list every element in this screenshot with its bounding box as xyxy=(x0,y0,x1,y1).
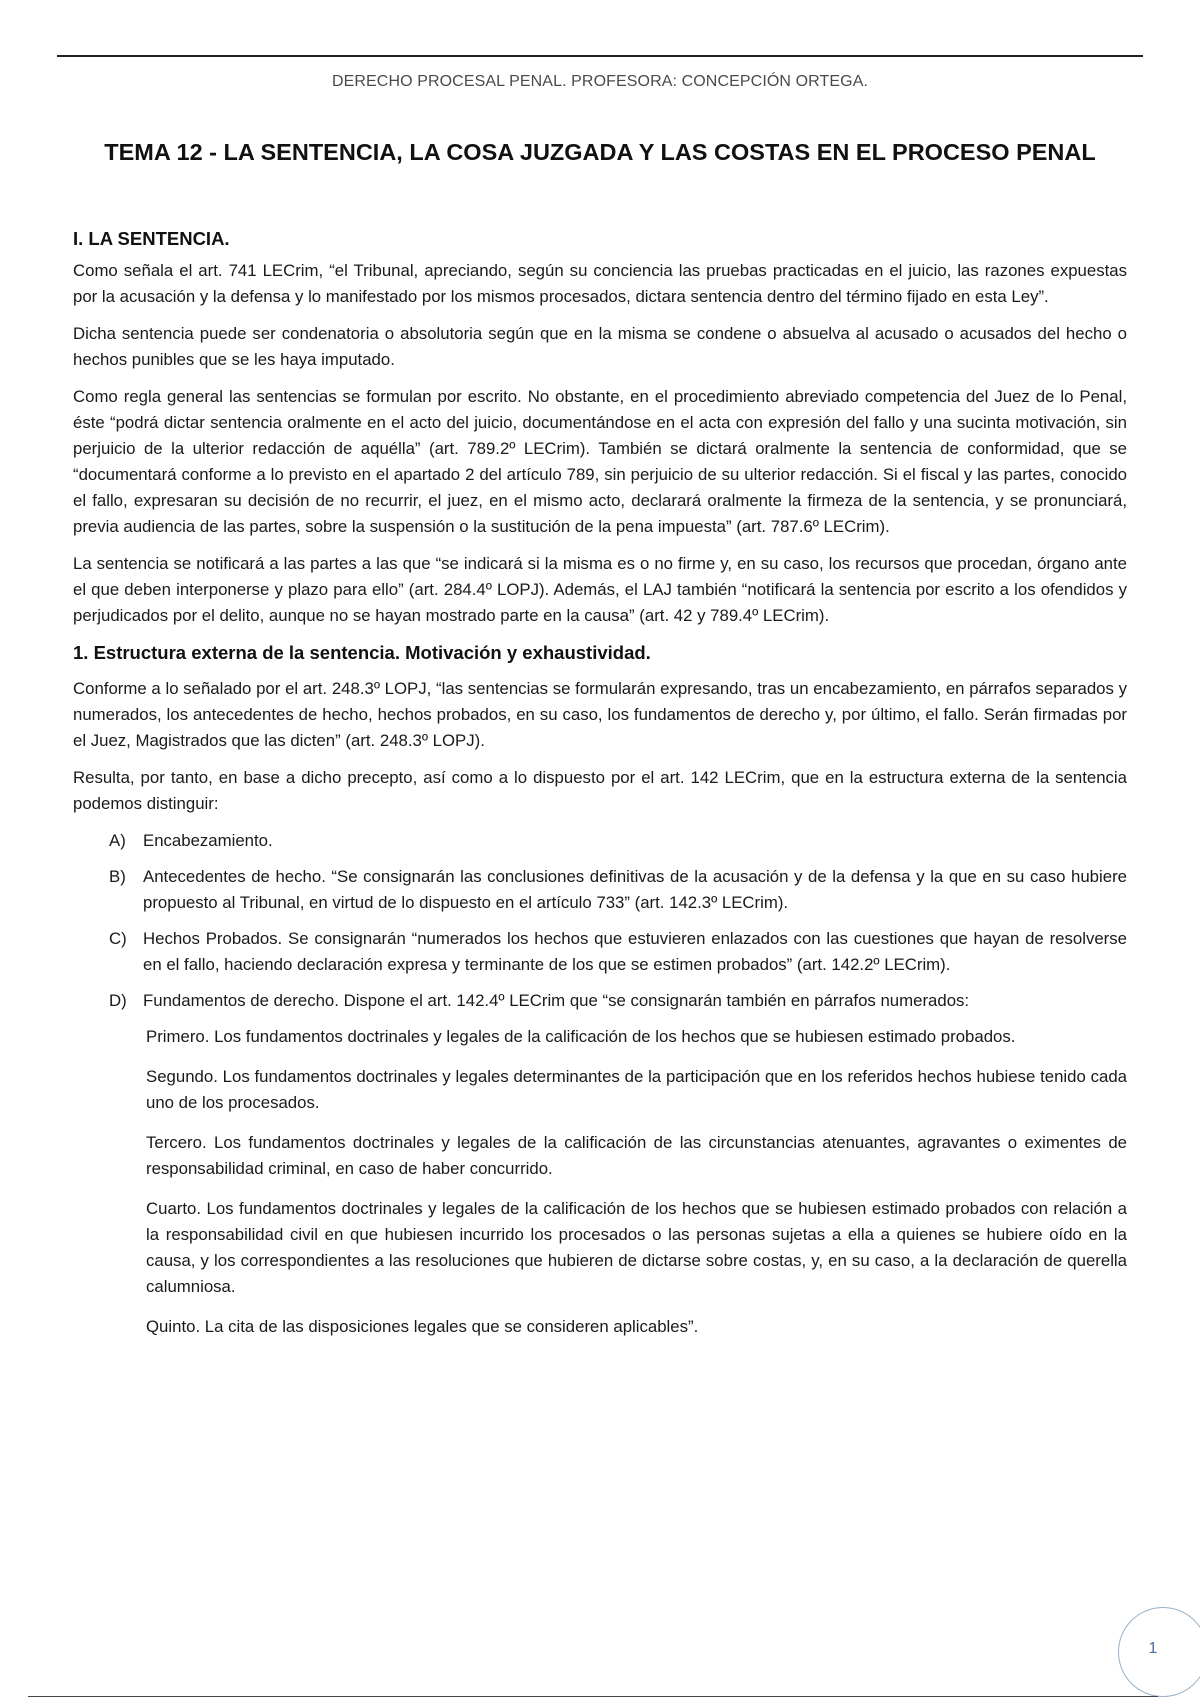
paragraph: Como señala el art. 741 LECrim, “el Tribunal, apreciando, según su conciencia las pruebas practicadas en el juicio, las razones expuestas por la acusación y la defensa y lo manifestado por los mismos procesados, dictara sentencia dentro del término fijado en esta Ley”. xyxy=(73,261,1127,306)
list-marker: C) xyxy=(109,929,127,948)
fundamentos-sublist xyxy=(146,1024,1127,1340)
paragraph: Como regla general las sentencias se formulan por escrito. No obstante, en el procedimiento abreviado competencia del Juez de lo Penal, éste “podrá dictar sentencia oralmente en el acto del juicio, documentándose en el acta con expresión del fallo y una sucinta motivación, sin perjuicio de la ulterior redacción de aquélla” (art. 789.2º LECrim). También se dictará oralmente la sentencia de conformidad, que se “documentará conforme a lo previsto en el apartado 2 del artículo 789, sin perjuicio de su ulterior redacción. Si el fiscal y las partes, conocido el fallo, expresaran su decisión de no recurrir, el juez, en el mismo acto, declarará oralmente la firmeza de la sentencia, y se pronunciará, previa audiencia de las partes, sobre la suspensión o la sustitución de la pena impuesta” (art. 787.6º LECrim). xyxy=(73,387,1127,536)
sub-item: Segundo. Los fundamentos doctrinales y legales determinantes de la participación que en los referidos hechos hubiese tenido cada uno de los procesados. xyxy=(146,1067,1127,1112)
footer-rule xyxy=(28,1696,1158,1697)
sub-item: Cuarto. Los fundamentos doctrinales y legales de la calificación de los hechos que se hubiesen estimado probados con relación a la responsabilidad civil en que hubiesen incurrido los procesados o las personas sujetas a ella a quienes se hubiere oído en la causa, y los correspondientes a las resoluciones que hubieren de dictarse sobre costas, y, en su caso, a la declaración de querella calumniosa. xyxy=(146,1199,1127,1296)
structure-list xyxy=(73,828,1127,1014)
paragraph: Conforme a lo señalado por el art. 248.3º LOPJ, “las sentencias se formularán expresando, tras un encabezamiento, en párrafos separados y numerados, los antecedentes de hecho, hechos probados, en su caso, los fundamentos de derecho y, por último, el fallo. Serán firmadas por el Juez, Magistrados que las dicten” (art. 248.3º LOPJ). xyxy=(73,679,1127,750)
list-item-text: Antecedentes de hecho. “Se consignarán las conclusiones definitivas de la acusación y de la defensa y la que en su caso hubiere propuesto al Tribunal, en virtud de lo dispuesto en el artículo 733” (art. 142.3º LECrim). xyxy=(143,867,1127,912)
header-rule xyxy=(57,55,1143,57)
running-head: DERECHO PROCESAL PENAL. PROFESORA: CONCEPCIÓN ORTEGA. xyxy=(331,73,869,90)
sub-item: Quinto. La cita de las disposiciones legales que se consideren aplicables”. xyxy=(146,1317,699,1336)
paragraph: La sentencia se notificará a las partes a las que “se indicará si la misma es o no firme y, en su caso, los recursos que procedan, órgano ante el que deben interponerse y plazo para ello” (art. 284.4º LOPJ). Además, el LAJ también “notificará la sentencia por escrito a los ofendidos y perjudicados por el delito, aunque no se hayan mostrado parte en la causa” (art. 42 y 789.4º LECrim). xyxy=(73,554,1127,625)
document-title: TEMA 12 - LA SENTENCIA, LA COSA JUZGADA Y LAS COSTAS EN EL PROCESO PENAL xyxy=(104,139,1096,165)
list-item-text: Encabezamiento. xyxy=(143,831,273,850)
list-item-text: Fundamentos de derecho. Dispone el art. 142.4º LECrim que “se consignarán también en párrafos numerados: xyxy=(143,991,970,1010)
list-item-text: Hechos Probados. Se consignarán “numerados los hechos que estuvieren enlazados con las cuestiones que hayan de resolverse en el fallo, haciendo declaración expresa y terminante de los que se estimen probados” (art. 142.2º LECrim). xyxy=(143,929,1127,974)
list-item xyxy=(73,988,1127,1014)
list-item xyxy=(73,864,1127,916)
paragraph: Resulta, por tanto, en base a dicho precepto, así como a lo dispuesto por el art. 142 LECrim, que en la estructura externa de la sentencia podemos distinguir: xyxy=(73,768,1127,813)
document-body xyxy=(73,226,1127,1354)
paragraph: Dicha sentencia puede ser condenatoria o absolutoria según que en la misma se condene o absuelva al acusado o acusados del hecho o hechos punibles que se les haya imputado. xyxy=(73,324,1127,369)
subsection-heading: 1. Estructura externa de la sentencia. Motivación y exhaustividad. xyxy=(73,642,651,663)
list-marker: A) xyxy=(109,831,126,850)
section-heading: I. LA SENTENCIA. xyxy=(73,228,230,249)
list-marker: B) xyxy=(109,867,126,886)
list-marker: D) xyxy=(109,991,127,1010)
list-item xyxy=(73,926,1127,978)
sub-item: Primero. Los fundamentos doctrinales y legales de la calificación de los hechos que se hubiesen estimado probados. xyxy=(146,1027,1016,1046)
list-item xyxy=(73,828,1127,854)
sub-item: Tercero. Los fundamentos doctrinales y legales de la calificación de las circunstancias atenuantes, agravantes o eximentes de responsabilidad criminal, en caso de haber concurrido. xyxy=(146,1133,1127,1178)
page-number: 1 xyxy=(1148,1640,1158,1657)
